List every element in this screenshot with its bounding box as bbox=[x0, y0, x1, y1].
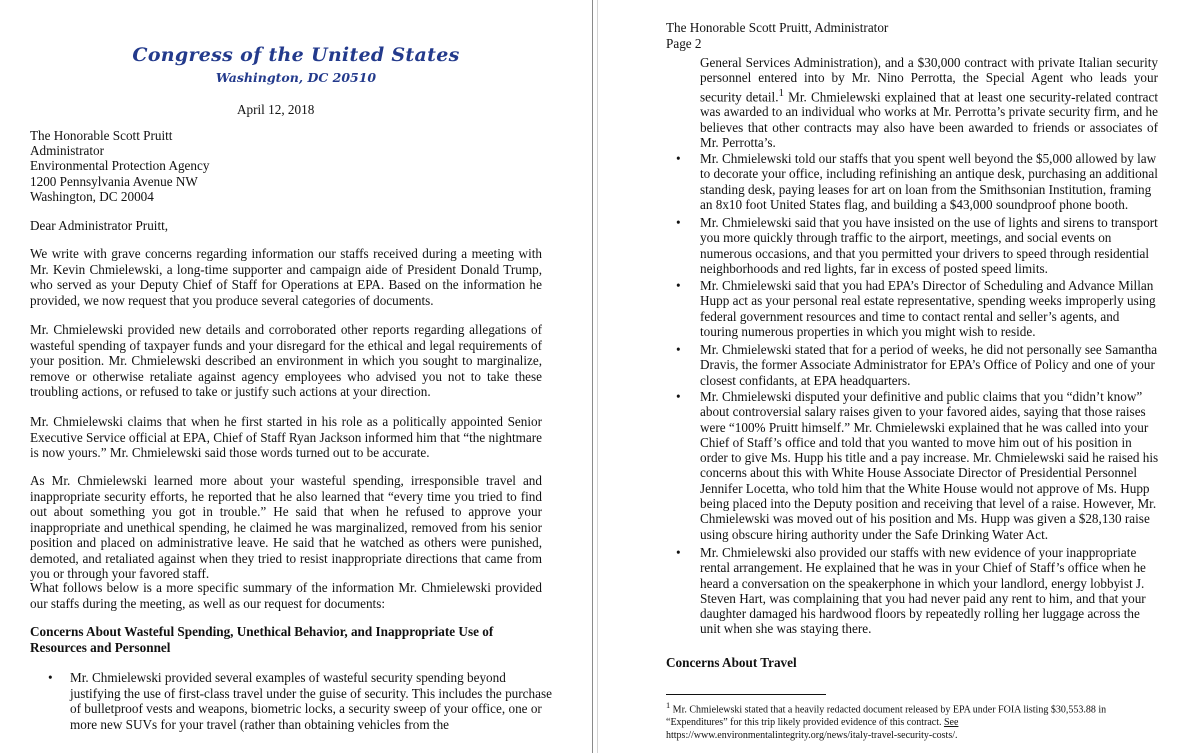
address-line: Administrator bbox=[30, 143, 104, 159]
bullet-icon: • bbox=[676, 215, 681, 230]
body-paragraph: Mr. Chmielewski provided new details and corroborated other reports regarding allegations of wasteful spending of taxpayer funds and your disregard for the ethical and legal requirements of your position. Mr. Chmielewski described an environment in which you sought to marginalize, remove or otherwise retaliate against agency employees who advised you not to take these troubling actions, or refused to take or justify such actions at your direction. bbox=[30, 322, 542, 399]
letter-date: April 12, 2018 bbox=[237, 102, 315, 117]
address-line: The Honorable Scott Pruitt bbox=[30, 128, 173, 143]
body-paragraph: As Mr. Chmielewski learned more about your wasteful spending, irresponsible travel and inappropriate security efforts, he reported that he also learned that “every time you tried to find out about something you got in trouble.” He said that when he refused to approve your inappropriate and unethical spending, he claimed he was marginalized, removed from his senior position and placed on administrative leave. He said that he watched as others were punished, demoted, and retaliated against when they tried to resist inappropriate directions that came from you or through your favored staff. bbox=[30, 473, 542, 581]
list-item bbox=[676, 389, 1160, 542]
footnote-see-link[interactable]: See bbox=[943, 717, 959, 729]
footnote-marker: 1 bbox=[778, 86, 784, 99]
bullet-icon: • bbox=[676, 545, 681, 560]
footnote-text: Mr. Chmielewski stated that a heavily redacted document released by EPA under FOIA listing $30,553.88 in “Expenditures” for this trip likely provided evidence of this contract. bbox=[666, 704, 1107, 729]
address-line: 1200 Pennsylvania Avenue NW bbox=[30, 173, 198, 189]
list-item bbox=[676, 215, 1160, 276]
footnote-rule bbox=[666, 694, 826, 695]
footnote-url[interactable]: https://www.environmentalintegrity.org/news/italy-travel-security-costs/. bbox=[666, 730, 958, 742]
bullet-icon: • bbox=[676, 151, 681, 166]
recipient-address bbox=[30, 128, 209, 204]
continuation-paragraph bbox=[700, 55, 1158, 150]
body-paragraph: Mr. Chmielewski claims that when he first started in his role as a politically appointed Senior Executive Service official at EPA, Chief of Staff Ryan Jackson informed him that “the nightmare is now yours.” Mr. Chmielewski said those words turned out to be accurate. bbox=[30, 414, 542, 460]
body-paragraph: What follows below is a more specific summary of the information Mr. Chmielewski provided our staffs during the meeting, as well as our request for documents: bbox=[30, 580, 542, 611]
page-header-recipient: The Honorable Scott Pruitt, Administrator bbox=[666, 20, 889, 35]
letter-page-1 bbox=[0, 0, 592, 753]
address-line: Environmental Protection Agency bbox=[30, 158, 210, 174]
footnote-number: 1 bbox=[666, 701, 671, 710]
list-item-text: Mr. Chmielewski stated that for a period of weeks, he did not personally see Samantha Dravis, the former Associate Administrator for EPA’s Office of Policy and one of your closest confidants, at EPA headquarters. bbox=[700, 342, 1158, 388]
address-line: Washington, DC 20004 bbox=[30, 188, 154, 204]
body-paragraph: We write with grave concerns regarding information our staffs received during a meeting with Mr. Kevin Chmielewski, a long-time supporter and campaign aide of President Donald Trump, who served as your Deputy Chief of Staff for Operations at EPA. Based on the information he provided, we now request that you produce several categories of documents. bbox=[30, 246, 542, 308]
footnote bbox=[666, 699, 1136, 742]
bullet-icon: • bbox=[48, 670, 53, 685]
letterhead-title: Congress of the United States bbox=[132, 44, 460, 66]
salutation: Dear Administrator Pruitt, bbox=[30, 218, 169, 233]
list-item-text: Mr. Chmielewski said that you have insisted on the use of lights and sirens to transport you more quickly through traffic to the airport, meetings, and social events on numerous occasions, and that you permitted your drivers to speed through residential neighborhoods and red lights, far in excess of posted speed limits. bbox=[700, 215, 1158, 276]
list-item bbox=[676, 545, 1160, 637]
bullet-icon: • bbox=[676, 278, 681, 293]
list-item-text: Mr. Chmielewski provided several examples of wasteful security spending beyond justifying the use of first-class travel under the guise of security. This includes the purchase of bulletproof vests and weapons, biometric locks, a security sweep of your office, one or more new SUVs for your travel (rather than obtaining vehicles from the bbox=[70, 670, 552, 732]
list-item bbox=[676, 278, 1160, 339]
continuation-text: Mr. Chmielewski explained that at least one security-related contract was awarded to an individual who works at Mr. Perrotta’s private security firm, and he believes that other contracts may also have been awarded to friends or associates of Mr. Perrotta’s. bbox=[700, 88, 1158, 150]
section-heading: Concerns About Travel bbox=[666, 655, 797, 670]
bullet-icon: • bbox=[676, 389, 681, 404]
section-heading: Concerns About Wasteful Spending, Unethical Behavior, and Inappropriate Use of Resources and Personnel bbox=[30, 624, 494, 655]
list-item-text: Mr. Chmielewski disputed your definitive and public claims that you “didn’t know” about controversial salary raises given to your favored aides, saying that those raises were “100% Pruitt himself.” Mr. Chmielewski explained that he was called into your Chief of Staff’s office and told that you wanted to move him out of his position in order to give Ms. Hupp his title and a pay increase. Mr. Chmielewski said he raised his concerns about this with White House Associate Director of Presidential Personnel Jennifer Locetta, who told him that the White House would not approve of Ms. Hupp being placed into the Deputy position and receiving that level of a raise. However, Mr. Chmielewski was moved out of his position and Ms. Hupp was given a $28,130 raise using obscure hiring authority under the Safe Drinking Water Act. bbox=[700, 389, 1159, 542]
bullet-icon: • bbox=[676, 342, 681, 357]
letterhead-city: Washington, DC 20510 bbox=[215, 70, 377, 85]
list-item-text: Mr. Chmielewski said that you had EPA’s Director of Scheduling and Advance Millan Hupp act as your personal real estate representative, spending weeks improperly using federal government resources and time to contact rental and seller’s agents, and touring numerous properties in which you might wish to reside. bbox=[700, 278, 1156, 339]
list-item bbox=[676, 342, 1160, 388]
list-item bbox=[48, 670, 552, 732]
list-item bbox=[676, 151, 1160, 212]
list-item-text: Mr. Chmielewski told our staffs that you spent well beyond the $5,000 allowed by law to decorate your office, including refinishing an antique desk, purchasing an additional standing desk, paying leases for art on loan from the Smithsonian Institution, framing an 8x10 foot United States flag, and building a $43,000 soundproof phone booth. bbox=[700, 151, 1158, 212]
continuation-text: General Services Administration), and a $30,000 contract with private Italian security personnel entered into by Mr. Nino Perrotta, the Special Agent who leads your security detail. bbox=[700, 55, 1158, 104]
page-header-number: Page 2 bbox=[666, 36, 702, 51]
letter-page-2 bbox=[598, 0, 1200, 753]
list-item-text: Mr. Chmielewski also provided our staffs with new evidence of your inappropriate rental arrangement. He explained that he was in your Chief of Staff’s office when he heard a conversation on the speakerphone in which your landlord, energy lobbyist J. Steven Hart, was complaining that you had never paid any rent to him, and that your daughter damaged his hardwood floors by repeatedly rolling her luggage across the unit when she was staying there. bbox=[700, 545, 1146, 637]
